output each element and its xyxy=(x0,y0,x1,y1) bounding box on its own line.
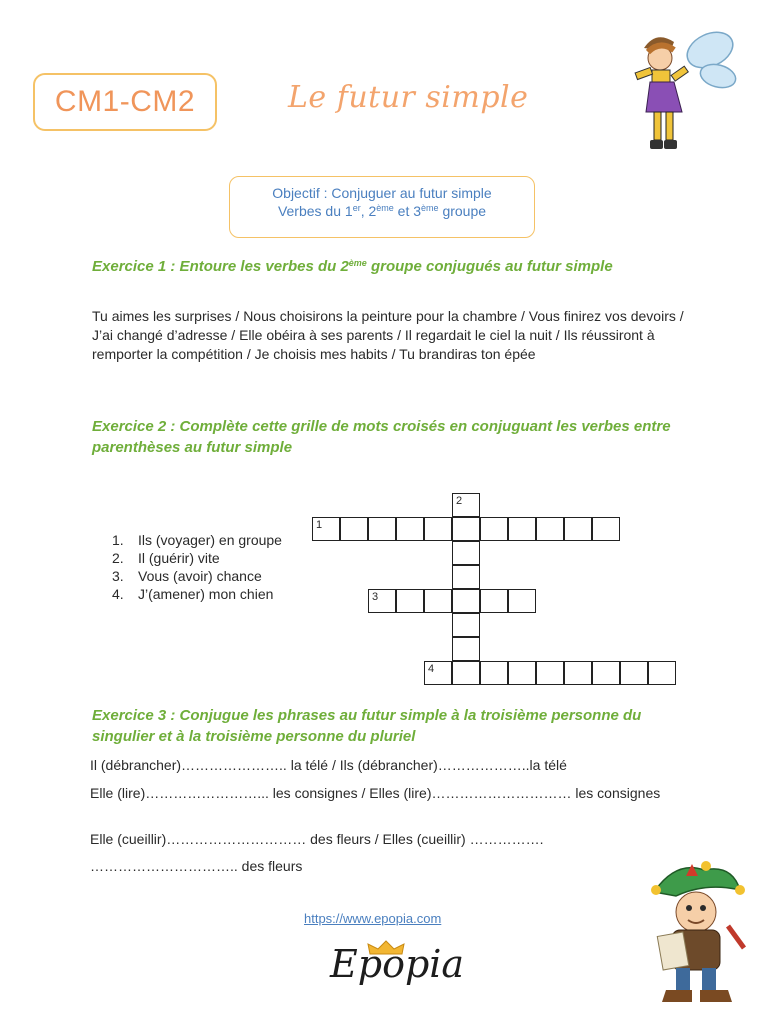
exercise-1-title xyxy=(92,256,672,277)
crossword-cell[interactable] xyxy=(648,661,676,685)
list-item xyxy=(112,549,282,567)
crossword-cell[interactable] xyxy=(592,661,620,685)
objective-text-b: , 2 xyxy=(360,203,377,219)
exercise-3-line-4: ………………………….. des fleurs xyxy=(90,858,303,874)
clue-list xyxy=(112,531,282,603)
crossword-cell[interactable] xyxy=(396,589,424,613)
crossword-cell[interactable] xyxy=(508,661,536,685)
cell-number: 2 xyxy=(456,495,463,507)
objective-text-a: Verbes du 1 xyxy=(277,203,353,219)
level-badge xyxy=(33,73,217,131)
objective-text-d: groupe xyxy=(438,203,487,219)
clue-number: 4. xyxy=(112,586,124,602)
exercise-2-title: Exercice 2 : Complète cette grille de mots croisés en conjuguant les verbes entre parenthèses au futur simple xyxy=(92,418,671,456)
crossword-cell[interactable] xyxy=(312,517,340,541)
crossword-cell[interactable] xyxy=(424,589,452,613)
crossword-cell[interactable] xyxy=(452,541,480,565)
list-item xyxy=(112,531,282,549)
cell-number: 3 xyxy=(372,591,379,603)
crossword-cell[interactable] xyxy=(452,613,480,637)
objective-text-c: et 3 xyxy=(393,203,422,219)
epopia-logo: Epopia xyxy=(330,942,465,986)
crossword-cell[interactable] xyxy=(368,517,396,541)
crossword-cell[interactable] xyxy=(620,661,648,685)
cell-number: 1 xyxy=(316,519,323,531)
page-title: Le futur simple xyxy=(288,80,529,115)
fairy-illustration xyxy=(622,12,742,158)
clue-text: Il (guérir) vite xyxy=(138,550,220,566)
objective-line2 xyxy=(230,202,534,220)
crossword-cell[interactable] xyxy=(480,517,508,541)
crossword-cell[interactable] xyxy=(396,517,424,541)
crossword-cell[interactable] xyxy=(452,637,480,661)
exercise-3-title: Exercice 3 : Conjugue les phrases au futur simple à la troisième personne du singulier et à la troisième personne du pluriel xyxy=(92,707,642,745)
objective-sup2: ème xyxy=(376,203,394,213)
level-text: CM1-CM2 xyxy=(54,85,196,118)
crossword-cell[interactable] xyxy=(508,517,536,541)
exercise-3-line-2: Elle (lire)……………………... les consignes / Elles (lire)………………………… les consignes xyxy=(90,785,661,801)
list-item xyxy=(112,585,282,603)
crossword-cell[interactable] xyxy=(452,589,480,613)
crossword-cell[interactable] xyxy=(564,517,592,541)
crossword-cell[interactable] xyxy=(452,517,480,541)
objective-line1: Objectif : Conjuguer au futur simple xyxy=(272,185,492,201)
website-link[interactable]: https://www.epopia.com xyxy=(304,911,442,926)
clue-number: 1. xyxy=(112,532,124,548)
objective-box xyxy=(229,176,535,238)
exercise-3-line-3: Elle (cueillir)………………………… des fleurs / Elles (cueillir) ……………. xyxy=(90,831,544,847)
list-item xyxy=(112,567,282,585)
elf-illustration xyxy=(636,856,756,1006)
crossword-cell[interactable] xyxy=(424,517,452,541)
crossword-cell[interactable] xyxy=(424,661,452,685)
objective-sup1: er xyxy=(352,203,361,213)
clue-text: J’(amener) mon chien xyxy=(138,586,274,602)
objective-sup3: ème xyxy=(421,203,439,213)
clue-number: 2. xyxy=(112,550,124,566)
crossword-cell[interactable] xyxy=(536,661,564,685)
crossword-cell[interactable] xyxy=(452,565,480,589)
crossword-cell[interactable] xyxy=(452,493,480,517)
clue-text: Ils (voyager) en groupe xyxy=(138,532,282,548)
crossword-cell[interactable] xyxy=(368,589,396,613)
exercise-3-line-1: Il (débrancher)………………….. la télé / Ils (débrancher)………………..la télé xyxy=(90,757,567,773)
crossword-cell[interactable] xyxy=(340,517,368,541)
ex1-title-a: Exercice 1 : Entoure les verbes du 2 xyxy=(92,258,349,275)
crossword-cell[interactable] xyxy=(592,517,620,541)
exercise-1-text: Tu aimes les surprises / Nous choisirons la peinture pour la chambre / Vous finirez vos devoirs / J’ai changé d’adresse / Elle obéira à ses parents / Il regardait le ciel la nuit / Ils réussiront à remporter la compétition / Je choisis mes habits / Tu brandiras ton épée xyxy=(92,308,684,362)
crossword-cell[interactable] xyxy=(508,589,536,613)
ex1-title-b: groupe conjugués au futur simple xyxy=(366,258,613,275)
cell-number: 4 xyxy=(428,663,435,675)
crossword-cell[interactable] xyxy=(564,661,592,685)
crossword-cell[interactable] xyxy=(536,517,564,541)
crossword-cell[interactable] xyxy=(480,589,508,613)
ex1-title-sup: ème xyxy=(348,258,367,268)
crossword-cell[interactable] xyxy=(452,661,480,685)
clue-text: Vous (avoir) chance xyxy=(138,568,262,584)
crossword-cell[interactable] xyxy=(480,661,508,685)
clue-number: 3. xyxy=(112,568,124,584)
